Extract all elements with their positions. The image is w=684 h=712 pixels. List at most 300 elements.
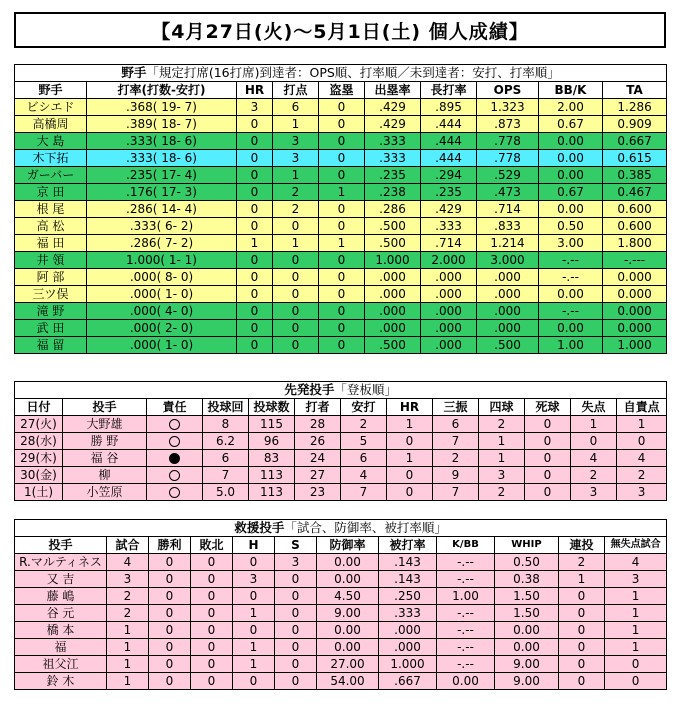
table-cell: 0	[273, 303, 319, 320]
table-cell: 0	[559, 588, 605, 605]
table-cell: .176( 17- 3)	[87, 184, 237, 201]
table-cell: 0.000	[603, 320, 667, 337]
table-cell: 0.00	[539, 133, 603, 150]
table-cell: 0	[525, 450, 571, 467]
table-cell: 0	[233, 622, 275, 639]
table-cell: 4	[571, 450, 617, 467]
table-cell: 7	[433, 433, 479, 450]
table-cell: 1	[273, 167, 319, 184]
table-cell: 0	[525, 484, 571, 501]
batters-caption-main: 野手	[121, 65, 147, 80]
table-row	[15, 252, 667, 269]
table-row	[15, 554, 667, 571]
table-cell: 阿 部	[15, 269, 87, 286]
table-cell: 9.00	[317, 605, 379, 622]
table-cell: -.--	[437, 554, 495, 571]
table-cell: 1	[107, 622, 149, 639]
table-cell: 0.909	[603, 116, 667, 133]
table-row	[15, 201, 667, 218]
column-header: 連投	[559, 537, 605, 554]
table-cell: 福 谷	[63, 450, 147, 467]
table-cell: 0	[237, 167, 273, 184]
table-cell: 0	[319, 150, 365, 167]
table-cell: .238	[365, 184, 421, 201]
column-header: 三振	[433, 399, 479, 416]
table-row	[15, 218, 667, 235]
table-cell: 柳	[63, 467, 147, 484]
table-cell: 0	[237, 320, 273, 337]
table-cell: 0.00	[495, 639, 559, 656]
no-decision-mark-icon	[169, 487, 180, 498]
table-cell: 4	[605, 554, 667, 571]
table-cell: 0	[319, 99, 365, 116]
table-cell: ガーバー	[15, 167, 87, 184]
table-cell: 福	[15, 639, 107, 656]
table-cell: 27	[295, 467, 341, 484]
column-header: 長打率	[421, 82, 477, 99]
table-cell: .000	[365, 303, 421, 320]
table-cell: 0	[191, 605, 233, 622]
table-cell: 1.000	[603, 337, 667, 354]
table-cell: 0	[275, 571, 317, 588]
table-row	[15, 286, 667, 303]
table-cell: 113	[249, 484, 295, 501]
batters-caption-sub: 「規定打席(16打席)到達者：OPS順、打率順／未到達者：安打、打率順」	[146, 65, 560, 80]
table-cell: 0	[559, 605, 605, 622]
column-header: 投手	[15, 537, 107, 554]
table-cell: 武 田	[15, 320, 87, 337]
table-cell: 3	[237, 99, 273, 116]
table-cell: 1	[605, 588, 667, 605]
table-cell: 96	[249, 433, 295, 450]
table-row	[15, 622, 667, 639]
table-cell: 0	[319, 116, 365, 133]
table-row	[15, 150, 667, 167]
table-cell: -.--	[539, 303, 603, 320]
table-cell: .235	[421, 184, 477, 201]
loss-mark-icon	[169, 453, 180, 464]
table-row	[15, 99, 667, 116]
table-cell: 1	[233, 639, 275, 656]
table-cell: .833	[477, 218, 539, 235]
table-cell: 4	[617, 450, 667, 467]
table-cell: 0	[525, 433, 571, 450]
table-cell: 0	[559, 656, 605, 673]
column-header: 打率(打数-安打)	[87, 82, 237, 99]
table-cell: 1.000( 1- 1)	[87, 252, 237, 269]
table-cell: 8	[203, 416, 249, 433]
table-cell: 0	[237, 303, 273, 320]
table-row	[15, 416, 667, 433]
table-cell: 24	[295, 450, 341, 467]
table-cell: 0	[237, 252, 273, 269]
table-cell: 藤 嶋	[15, 588, 107, 605]
batters-table	[14, 64, 667, 354]
column-header: 打者	[295, 399, 341, 416]
column-header: S	[275, 537, 317, 554]
table-cell: .444	[421, 116, 477, 133]
table-cell: 1	[273, 235, 319, 252]
table-cell: 6.2	[203, 433, 249, 450]
table-cell: 0.00	[317, 639, 379, 656]
column-header: 野手	[15, 82, 87, 99]
table-cell: 0	[149, 673, 191, 690]
table-cell: 2.00	[539, 99, 603, 116]
table-cell: 5	[341, 433, 387, 450]
table-cell: 2	[433, 450, 479, 467]
table-cell: 113	[249, 467, 295, 484]
starters-caption-main: 先発投手	[284, 382, 335, 397]
table-cell: -.--	[539, 269, 603, 286]
starters-header-row	[15, 399, 667, 416]
table-cell: 2	[273, 201, 319, 218]
table-cell: 根 尾	[15, 201, 87, 218]
relievers-header-row	[15, 537, 667, 554]
table-cell: 三ツ俣	[15, 286, 87, 303]
column-header: 試合	[107, 537, 149, 554]
table-cell: 1	[479, 433, 525, 450]
table-cell: 2	[617, 467, 667, 484]
table-cell: 0	[149, 656, 191, 673]
column-header: 敗北	[191, 537, 233, 554]
table-cell: .895	[421, 99, 477, 116]
table-cell: 0.467	[603, 184, 667, 201]
table-cell: 0.00	[317, 571, 379, 588]
table-cell: 29(木)	[15, 450, 63, 467]
table-cell: 2	[107, 588, 149, 605]
relievers-body	[15, 554, 667, 690]
table-cell: 2	[479, 416, 525, 433]
table-cell: 0	[319, 252, 365, 269]
table-cell: -.--	[437, 622, 495, 639]
table-cell: 1.50	[495, 605, 559, 622]
table-cell: 0	[149, 588, 191, 605]
table-cell: 橋 本	[15, 622, 107, 639]
table-cell: 1	[107, 673, 149, 690]
column-header: BB/K	[539, 82, 603, 99]
table-cell: .000	[365, 320, 421, 337]
table-cell: 0	[191, 588, 233, 605]
column-header: H	[233, 537, 275, 554]
table-cell: .333( 18- 6)	[87, 150, 237, 167]
table-cell: -.--	[437, 605, 495, 622]
column-header: 投手	[63, 399, 147, 416]
table-cell: 0.000	[603, 269, 667, 286]
table-cell: .333	[379, 605, 437, 622]
table-cell: 0	[273, 320, 319, 337]
table-cell: 1	[605, 639, 667, 656]
table-cell: .000( 4- 0)	[87, 303, 237, 320]
table-cell: 1.800	[603, 235, 667, 252]
table-cell: .389( 18- 7)	[87, 116, 237, 133]
table-cell: .000	[379, 639, 437, 656]
table-cell: 1.323	[477, 99, 539, 116]
table-cell: 0.67	[539, 116, 603, 133]
column-header: 責任	[147, 399, 203, 416]
relievers-caption	[15, 520, 667, 537]
table-cell: -.--	[539, 252, 603, 269]
table-cell: 28	[295, 416, 341, 433]
table-cell: 1	[107, 656, 149, 673]
table-cell: 0	[233, 554, 275, 571]
table-cell: 28(水)	[15, 433, 63, 450]
table-cell: .000	[421, 269, 477, 286]
table-cell: 1.000	[379, 656, 437, 673]
table-cell: 7	[341, 484, 387, 501]
table-cell: 0	[275, 605, 317, 622]
table-cell: .778	[477, 133, 539, 150]
table-cell: -.--	[437, 639, 495, 656]
table-cell: 1	[233, 656, 275, 673]
table-row	[15, 484, 667, 501]
table-cell: 3	[617, 484, 667, 501]
table-row	[15, 571, 667, 588]
table-cell: .429	[365, 116, 421, 133]
table-cell: 26	[295, 433, 341, 450]
table-row	[15, 235, 667, 252]
table-cell: 83	[249, 450, 295, 467]
column-header: 自責点	[617, 399, 667, 416]
table-cell: 0	[273, 252, 319, 269]
table-cell	[147, 467, 203, 484]
table-cell: 1	[387, 450, 433, 467]
table-cell: 3	[233, 571, 275, 588]
table-cell: 0.00	[539, 150, 603, 167]
table-row	[15, 337, 667, 354]
table-cell: .000( 1- 0)	[87, 337, 237, 354]
table-cell: R.マルティネス	[15, 554, 107, 571]
table-row	[15, 605, 667, 622]
table-cell: 木下拓	[15, 150, 87, 167]
table-row	[15, 133, 667, 150]
table-cell: 2	[571, 467, 617, 484]
table-cell: .286( 14- 4)	[87, 201, 237, 218]
table-row	[15, 450, 667, 467]
table-cell: .444	[421, 150, 477, 167]
table-cell: 1.000	[365, 252, 421, 269]
table-row	[15, 588, 667, 605]
table-cell: 0	[559, 673, 605, 690]
table-row	[15, 673, 667, 690]
table-cell: .000	[421, 303, 477, 320]
table-cell: 2	[107, 605, 149, 622]
table-cell: 27.00	[317, 656, 379, 673]
column-header: 出塁率	[365, 82, 421, 99]
table-cell: 2	[273, 184, 319, 201]
starters-caption-sub: 「登板順」	[334, 382, 397, 397]
table-cell: 0	[319, 269, 365, 286]
table-cell: .143	[379, 571, 437, 588]
table-cell: 0	[191, 639, 233, 656]
table-cell: 祖父江	[15, 656, 107, 673]
table-cell: 4	[341, 467, 387, 484]
table-cell: 0.615	[603, 150, 667, 167]
table-cell: 1	[273, 116, 319, 133]
table-cell: 6	[433, 416, 479, 433]
table-cell: 0	[319, 337, 365, 354]
table-cell: 0	[273, 337, 319, 354]
table-cell: 0	[525, 416, 571, 433]
table-cell: .333	[421, 218, 477, 235]
column-header: HR	[237, 82, 273, 99]
table-cell: 京 田	[15, 184, 87, 201]
table-cell: .714	[477, 201, 539, 218]
table-cell: 0	[387, 433, 433, 450]
table-cell: 2	[341, 416, 387, 433]
table-cell: 0	[275, 622, 317, 639]
table-cell: .143	[379, 554, 437, 571]
page-title: 【4月27日(火)〜5月1日(土) 個人成績】	[14, 12, 666, 48]
column-header: 無失点試合	[605, 537, 667, 554]
batters-body	[15, 99, 667, 354]
table-cell: 3	[273, 133, 319, 150]
no-decision-mark-icon	[169, 470, 180, 481]
table-cell	[147, 484, 203, 501]
column-header: 死球	[525, 399, 571, 416]
table-cell: 2	[559, 554, 605, 571]
table-cell: 1	[479, 450, 525, 467]
table-cell: 0	[237, 184, 273, 201]
table-cell: 0	[273, 269, 319, 286]
table-cell: 0	[237, 269, 273, 286]
table-cell: 1	[617, 416, 667, 433]
table-cell: 0	[605, 673, 667, 690]
table-cell: 0	[559, 639, 605, 656]
table-cell: 6	[273, 99, 319, 116]
table-cell: 1	[107, 639, 149, 656]
table-cell: .333( 18- 6)	[87, 133, 237, 150]
table-cell: 大野雄	[63, 416, 147, 433]
table-cell: -.--	[437, 656, 495, 673]
table-cell: 井 領	[15, 252, 87, 269]
table-cell: 0.00	[539, 167, 603, 184]
table-cell: 小笠原	[63, 484, 147, 501]
column-header: 被打率	[379, 537, 437, 554]
table-cell: .000	[477, 320, 539, 337]
table-cell: 3	[571, 484, 617, 501]
table-cell: 滝 野	[15, 303, 87, 320]
table-cell: 9.00	[495, 673, 559, 690]
table-cell: .500	[365, 337, 421, 354]
table-cell: 0	[559, 622, 605, 639]
table-cell: .000	[421, 337, 477, 354]
table-cell: 0.00	[437, 673, 495, 690]
table-cell: 0.50	[495, 554, 559, 571]
table-cell: .286( 7- 2)	[87, 235, 237, 252]
table-cell: .000( 1- 0)	[87, 286, 237, 303]
table-cell: -.--	[437, 571, 495, 588]
table-cell: .429	[365, 99, 421, 116]
table-cell: .286	[365, 201, 421, 218]
table-cell: 0.00	[317, 554, 379, 571]
table-cell: 30(金)	[15, 467, 63, 484]
column-header: 投球回	[203, 399, 249, 416]
table-cell: 0	[319, 320, 365, 337]
table-cell: .500	[477, 337, 539, 354]
table-cell: .294	[421, 167, 477, 184]
table-cell: 0	[605, 656, 667, 673]
column-header: 失点	[571, 399, 617, 416]
table-cell: 0	[149, 554, 191, 571]
column-header: 盗塁	[319, 82, 365, 99]
relievers-caption-main: 救援投手	[234, 520, 285, 535]
table-cell: .444	[421, 133, 477, 150]
column-header: TA	[603, 82, 667, 99]
table-row	[15, 116, 667, 133]
table-cell: 0	[149, 639, 191, 656]
table-cell: .000	[421, 320, 477, 337]
table-cell: 0.00	[495, 622, 559, 639]
table-cell: 0	[149, 571, 191, 588]
table-cell: 0	[237, 337, 273, 354]
table-cell: 1	[605, 605, 667, 622]
table-cell: 0	[525, 467, 571, 484]
table-cell: 1.00	[437, 588, 495, 605]
table-cell: 0	[237, 201, 273, 218]
relievers-caption-sub: 「試合、防御率、被打率順」	[284, 520, 447, 535]
table-cell: ビシエド	[15, 99, 87, 116]
table-cell: .333	[365, 133, 421, 150]
table-cell: .000	[421, 286, 477, 303]
table-cell: 0.000	[603, 303, 667, 320]
table-cell: 鈴 木	[15, 673, 107, 690]
table-cell: .250	[379, 588, 437, 605]
table-cell: .333	[365, 150, 421, 167]
table-cell: 0	[191, 554, 233, 571]
batters-header-row	[15, 82, 667, 99]
table-cell: 1	[319, 184, 365, 201]
table-cell: 0	[275, 588, 317, 605]
starters-table	[14, 381, 667, 501]
column-header: 四球	[479, 399, 525, 416]
table-cell: 0	[319, 303, 365, 320]
table-cell: 3	[275, 554, 317, 571]
column-header: WHIP	[495, 537, 559, 554]
table-cell: 0	[319, 286, 365, 303]
table-cell: 高橋周	[15, 116, 87, 133]
table-cell: 3	[273, 150, 319, 167]
table-cell: 福 田	[15, 235, 87, 252]
table-cell: 0	[387, 467, 433, 484]
table-cell	[147, 433, 203, 450]
table-cell: 0	[319, 201, 365, 218]
table-cell: 1	[559, 571, 605, 588]
table-row	[15, 269, 667, 286]
table-cell: 高 松	[15, 218, 87, 235]
table-cell: 0	[275, 639, 317, 656]
table-cell: 0	[237, 218, 273, 235]
table-cell: 4.50	[317, 588, 379, 605]
table-cell: .000	[477, 286, 539, 303]
table-cell: 0	[191, 656, 233, 673]
table-cell: 0.000	[603, 286, 667, 303]
table-cell: 9.00	[495, 656, 559, 673]
table-cell: .500	[365, 218, 421, 235]
table-cell: 0.38	[495, 571, 559, 588]
table-row	[15, 467, 667, 484]
table-cell: 6	[341, 450, 387, 467]
table-cell: 1	[319, 235, 365, 252]
table-row	[15, 320, 667, 337]
table-cell: 23	[295, 484, 341, 501]
table-cell: 7	[203, 467, 249, 484]
table-cell: -.---	[603, 252, 667, 269]
table-cell: 大 島	[15, 133, 87, 150]
table-cell	[147, 416, 203, 433]
table-cell: 3	[605, 571, 667, 588]
no-decision-mark-icon	[169, 419, 180, 430]
table-row	[15, 639, 667, 656]
